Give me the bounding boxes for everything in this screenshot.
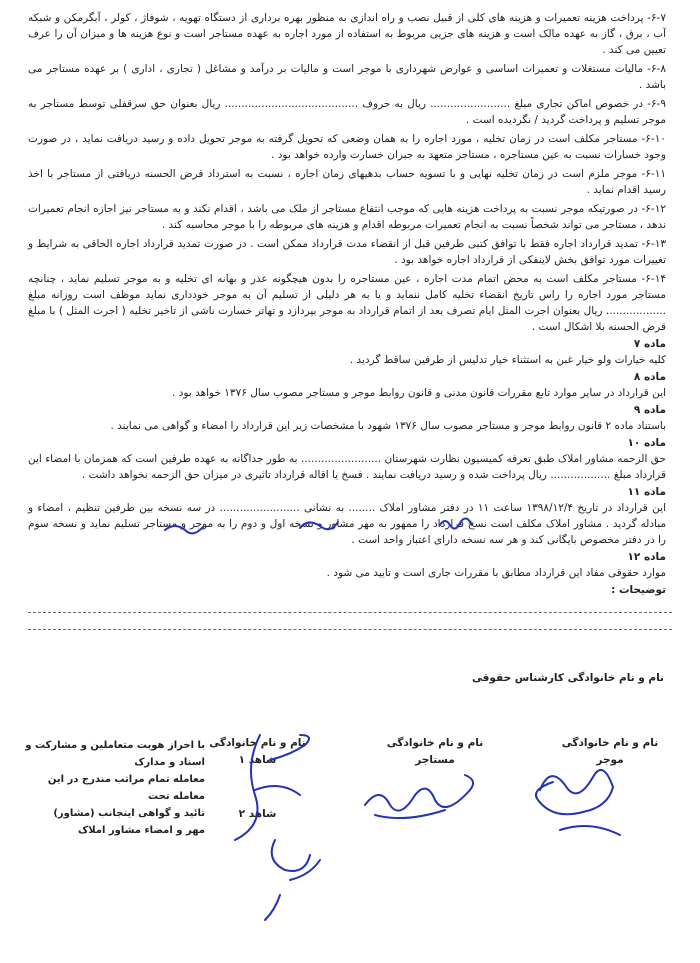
clause-6-9: ۶-۹- در خصوص اماکن تجاری مبلغ ........................ ریال به حروف ........................................ ریال بعنوان حق سرقفلی توسط مستاجر به موجر تسلیم و پرداخت گردید / نگردیده است . (28, 98, 666, 126)
clause-6-7: ۶-۷- پرداخت هزینه تعمیرات و هزینه های کلی از قبیل نصب و راه اندازی به منظور بهره برداری از دستگاه تهویه ، شوفاژ ، کولر ، آبگرمکن و شبکه آب ، برق ، گاز به عهده مالک است و هزینه های جزیی مربوط به استفاده از مورد اجاره به عهده مستاجر است و نوع هزینه ها و میزان آن را عرف تعیین می کند . (28, 12, 666, 56)
article-8-title: ماده ۸ (633, 371, 666, 383)
article-11-text: این قرارداد در تاریخ ۱۳۹۸/۱۲/۴ ساعت ۱۱ در دفتر مشاور املاک ........ به نشانی ........................ در سه نسخه بین طرفین تنظیم ، امضاء و مبادله گردید . مشاور املاک مکلف است نسخ قرارداد را ممهور به مهر مشاور و نسخه اول و دوم را به موجر و مستاجر تسلیم نماید و نسخه سوم را در دفتر مخصوص بایگانی کند و هر سه نسخه دارای اعتبار واحد است . (28, 502, 666, 546)
article-12-title: ماده ۱۲ (627, 551, 666, 563)
tenant-signature-block (375, 737, 495, 766)
landlord-signature-block (550, 737, 670, 766)
certification-line-1: با احراز هویت متعاملین و مشارکت و اسناد و مدارک (25, 740, 205, 768)
article-7-title: ماده ۷ (633, 338, 666, 350)
witness-1-label: شاهد ۱ (238, 754, 277, 766)
article-10-title: ماده ۱۰ (627, 437, 666, 449)
landlord-role-label: موجر (596, 754, 624, 766)
remarks-label: توضیحات : (611, 584, 666, 596)
witness-signature-block (200, 737, 315, 820)
article-12-text: موارد حقوقی مفاد این قرارداد مطابق با مقررات جاری است و تایید می شود . (326, 567, 666, 579)
agency-certification-block (20, 737, 205, 839)
clause-6-11: ۶-۱۱- موجر ملزم است در زمان تخلیه نهایی و با تسویه حساب بدهیهای زمان اجاره ، نسبت به استرداد قرض الحسنه دریافتی از مستاجر با اخذ رسید اقدام نماید . (28, 168, 666, 196)
article-7-text: کلیه خیارات ولو خیار غبن به استثناء خیار تدلیس از طرفین ساقط گردید . (349, 354, 666, 366)
article-9-title: ماده ۹ (633, 404, 666, 416)
certification-line-4: مهر و امضاء مشاور املاک (77, 825, 205, 836)
article-11-title: ماده ۱۱ (627, 486, 666, 498)
article-10-text: حق الزحمه مشاور املاک طبق تعرفه کمیسیون نظارت شهرستان ........................ به طور جداگانه به عهده طرفین است که همزمان با امضاء این قرارداد مبلغ .................. ریال پرداخت شده و رسید دریافت نمایند . فسخ یا اقاله قرارداد تاثیری در میزان حق الزحمه نخواهد داشت . (28, 453, 666, 481)
tenant-name-label: نام و نام خانوادگی (386, 737, 484, 749)
remarks-line-2 (28, 615, 672, 630)
landlord-name-label: نام و نام خانوادگی (561, 737, 659, 749)
clause-6-13: ۶-۱۳- تمدید قرارداد اجاره فقط با توافق کتبی طرفین قبل از انقضاء مدت قرارداد ممکن است . در صورت تمدید قرارداد اجاره الحاقی به شرایط و تغییرات مورد توافق بخش لاینفکی از قرارداد اجاره خواهد بود . (28, 238, 666, 266)
clause-6-10: ۶-۱۰- مستاجر مکلف است در زمان تخلیه ، مورد اجاره را به همان وضعی که تحویل گرفته به موجر تحویل داده و رسید دریافت نماید ، در صورت وجود خسارات نسبت به عین مستاجره ، مستاجر متعهد به جبران خسارت وارده خواهد بود . (28, 133, 666, 161)
clauses-section (28, 6, 672, 632)
clause-6-12: ۶-۱۲- در صورتیکه موجر نسبت به پرداخت هزینه هایی که موجب انتفاع مستاجر از ملک می باشد ، اقدام نکند و به مستاجر نیز اجازه انجام تعمیرات ندهد ، مستاجر می تواند شخصاً نسبت به انجام تعمیرات مربوطه اقدام و هزینه های مربوطه را با موجر محاسبه کند . (28, 203, 666, 231)
clause-6-8: ۶-۸- مالیات مستغلات و تعمیرات اساسی و عوارض شهرداری با موجر است و مالیات بر درآمد و مشاغل ( تجاری ، اداری ) بر عهده مستاجر می باشد . (28, 63, 666, 91)
article-9-text: باستناد ماده ۲ قانون روابط موجر و مستاجر مصوب سال ۱۳۷۶ شهود با مشخصات زیر این قرارداد را امضاء و گواهی می نمایند . (110, 420, 666, 432)
article-8-text: این قرارداد در سایر موارد تابع مقررات قانون مدنی و قانون روابط موجر و مستاجر مصوب سال ۱۳۷۶ خواهد بود . (172, 387, 666, 399)
certification-line-3: تائید و گواهی اینجانب (مشاور) (53, 808, 205, 819)
remarks-line-1 (28, 598, 672, 613)
signature-section (20, 737, 680, 957)
certification-line-2: معامله تمام مراتب مندرج در این معامله تحت (47, 774, 205, 802)
legal-advisor-name-label: نام و نام خانوادگی کارشناس حقوقی (471, 672, 664, 684)
tenant-role-label: مستاجر (415, 754, 455, 766)
clause-6-14: ۶-۱۴- مستاجر مکلف است به محض اتمام مدت اجاره ، عین مستاجره را بدون هیچگونه عذر و بهانه ای تخلیه و به موجر تسلیم نماید ، چنانچه مستاجر مورد اجاره را راس تاریخ انقضاء تخلیه کامل ننماید و یا به هر دلیلی از تسلیم آن به موجر خودداری نماید موظف است روزانه مبلغ .................. ریال بعنوان اجرت المثل ایام تصرف بعد از اتمام قرارداد به موجر بپردازد و تهاتر خسارت ناشی از تاخیر تخلیه ( اجرت المثل ) با مبلغ قرض الحسنه بلا اشکال است . (28, 273, 666, 333)
witness-2-label: شاهد ۲ (238, 808, 277, 820)
witness-name-label: نام و نام خانوادگی (209, 737, 306, 749)
